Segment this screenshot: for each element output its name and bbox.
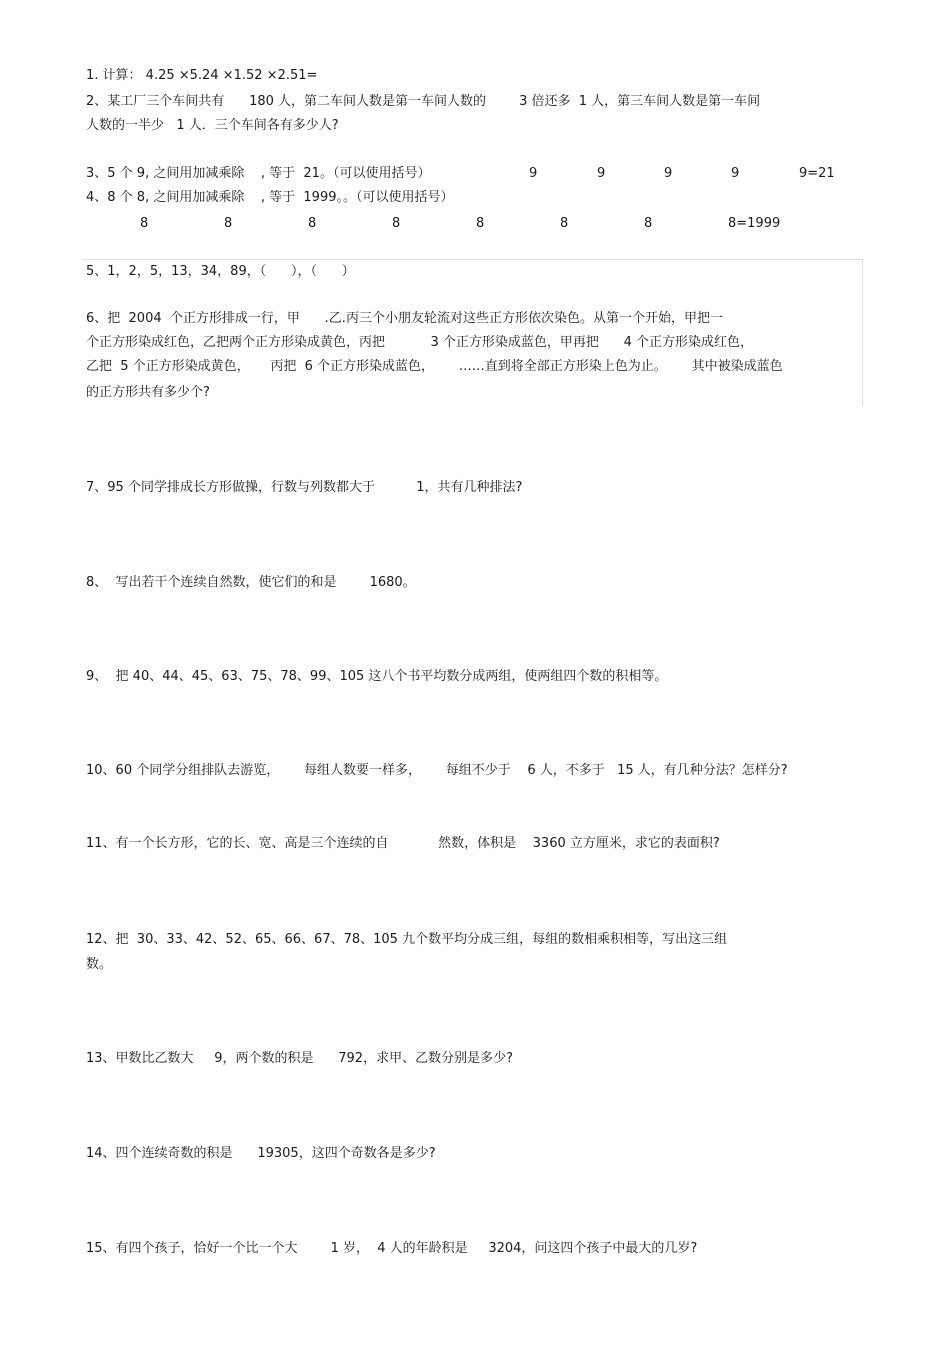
question-6-line-3: 乙把 5 个正方形染成黄色， 丙把 6 个正方形染成蓝色， ……直到将全部正方形染上色为止。 其中被染成蓝色 [86, 359, 783, 374]
question-4-number: 8 [392, 216, 401, 231]
question-4-number: 8 [224, 216, 233, 231]
question-9: 9、 把 40、44、45、63、75、78、99、105 这八个书平均数分成两组，使两组四个数的积相等。 [86, 669, 668, 684]
question-8: 8、 写出若干个连续自然数，使它们的和是 1680。 [86, 575, 416, 590]
question-4-number: 8 [560, 216, 569, 231]
question-14: 14、四个连续奇数的积是 19305，这四个奇数各是多少? [86, 1146, 436, 1161]
question-3-number: 9 [731, 166, 740, 181]
question-7: 7、95 个同学排成长方形做操，行数与列数都大于 1，共有几种排法? [86, 480, 523, 495]
question-6-line-1: 6、把 2004 个正方形排成一行，甲 .乙.丙三个小朋友轮流对这些正方形依次染色。从第一个开始，甲把一 [86, 311, 723, 326]
question-3-result: 9=21 [799, 166, 835, 181]
question-12-line-1: 12、把 30、33、42、52、65、66、67、78、105 九个数平均分成三组，每组的数相乘积相等，写出这三组 [86, 932, 728, 947]
question-10: 10、60 个同学分组排队去游览， 每组人数要一样多， 每组不少于 6 人，不多于 15 人，有几种分法？怎样分? [86, 763, 788, 778]
question-13: 13、甲数比乙数大 9，两个数的积是 792，求甲、乙数分别是多少? [86, 1051, 513, 1066]
question-5: 5、1，2，5，13，34，89，（ ），（ ） [86, 264, 355, 279]
question-4-result: 8=1999 [728, 216, 781, 231]
question-15: 15、有四个孩子，恰好一个比一个大 1 岁， 4 人的年龄积是 3204，问这四个孩子中最大的几岁? [86, 1241, 698, 1256]
question-4-number: 8 [308, 216, 317, 231]
question-3: 3、5 个 9, 之间用加减乘除 , 等于 21。（可以使用括号） [86, 166, 431, 181]
question-4-number: 8 [140, 216, 149, 231]
question-12-line-2: 数。 [86, 957, 113, 972]
question-3-number: 9 [529, 166, 538, 181]
question-11: 11、有一个长方形，它的长、宽、高是三个连续的自 然数，体积是 3360 立方厘米，求它的表面积? [86, 836, 720, 851]
question-4-number: 8 [644, 216, 653, 231]
question-4: 4、8 个 8, 之间用加减乘除 , 等于 1999。。（可以使用括号） [86, 190, 454, 205]
question-1: 1. 计算： 4.25 ×5.24 ×1.52 ×2.51= [86, 68, 318, 83]
question-6-line-2: 个正方形染成红色，乙把两个正方形染成黄色，丙把 3 个正方形染成蓝色，甲再把 4 个正方形染成红色， [86, 335, 754, 350]
question-2-line-1: 2、某工厂三个车间共有 180 人，第二车间人数是第一车间人数的 3 倍还多 1 人，第三车间人数是第一车间 [86, 94, 761, 109]
question-3-number: 9 [597, 166, 606, 181]
question-6-line-4: 的正方形共有多少个? [86, 385, 210, 400]
question-4-number: 8 [476, 216, 485, 231]
question-2-line-2: 人数的一半少 1 人．三个车间各有多少人? [86, 118, 339, 133]
question-3-number: 9 [664, 166, 673, 181]
